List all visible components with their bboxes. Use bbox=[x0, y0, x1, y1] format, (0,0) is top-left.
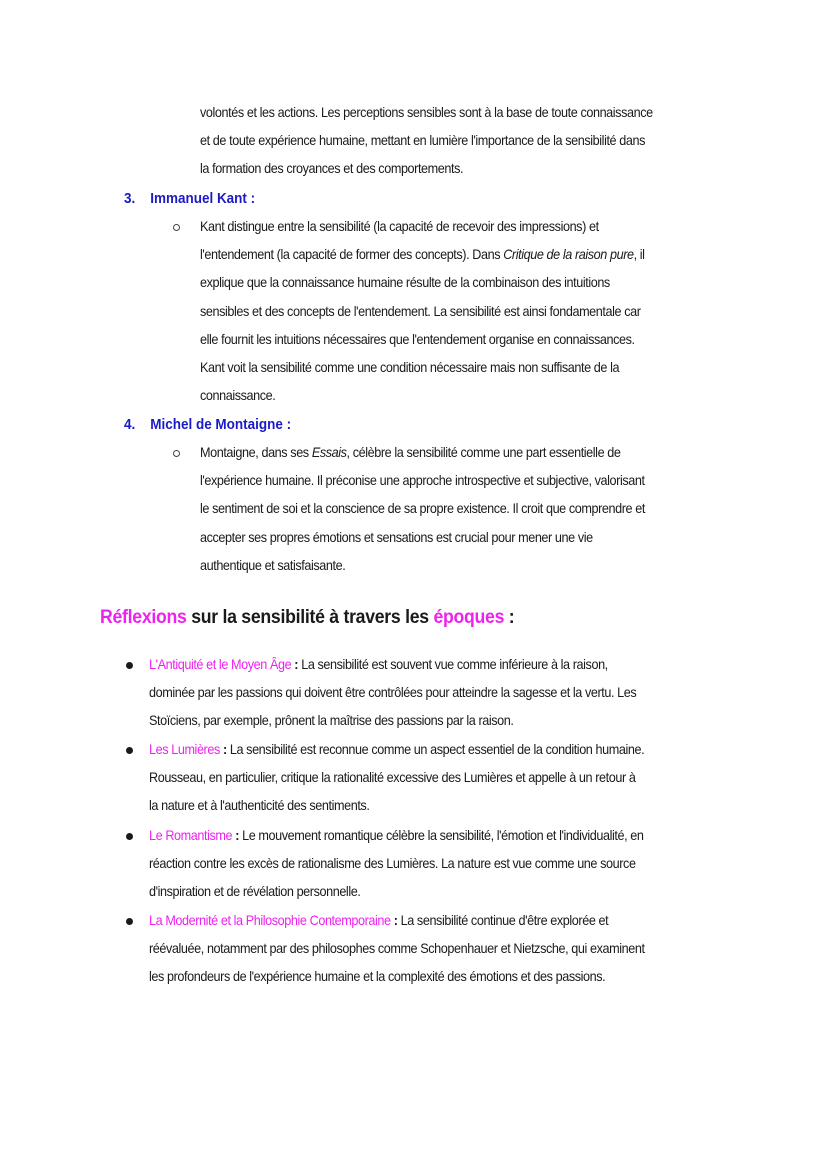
list-item bbox=[149, 822, 744, 907]
text-line: dominée par les passions qui doivent être contrôlées pour atteindre la sagesse et la vertu. Les bbox=[149, 685, 637, 701]
bullet-icon bbox=[126, 918, 133, 925]
text-fragment: La sensibilité est reconnue comme un aspect essentiel de la condition humaine. bbox=[229, 742, 645, 757]
circle-bullet-icon bbox=[173, 450, 180, 457]
text-fragment: , célèbre la sensibilité comme une part essentielle de bbox=[346, 445, 621, 460]
text-line: Stoïciens, par exemple, prônent la maîtrise des passions par la raison. bbox=[149, 713, 514, 729]
title-highlight: Réflexions bbox=[100, 607, 187, 628]
era-term: Le Romantisme bbox=[149, 828, 233, 843]
heading-kant bbox=[124, 185, 255, 213]
circle-bullet-icon bbox=[173, 224, 180, 231]
text-line: réévaluée, notamment par des philosophes comme Schopenhauer et Nietzsche, qui examinent bbox=[149, 941, 645, 957]
bullet-icon bbox=[126, 662, 133, 669]
text-line: la formation des croyances et des comportements. bbox=[200, 161, 464, 177]
text-line bbox=[149, 651, 744, 679]
text-fragment: , il bbox=[633, 247, 645, 263]
text-fragment: Montaigne, dans ses bbox=[200, 445, 312, 460]
text-line bbox=[200, 241, 721, 269]
era-term: La Modernité et la Philosophie Contemporaine bbox=[149, 913, 391, 928]
list-item bbox=[149, 736, 744, 821]
text-line: volontés et les actions. Les perceptions sensibles sont à la base de toute connaissance bbox=[200, 105, 653, 120]
text-line: Kant distingue entre la sensibilité (la capacité de recevoir des impressions) et bbox=[200, 219, 599, 234]
text-line: les profondeurs de l'expérience humaine et la complexité des émotions et des passions. bbox=[149, 969, 606, 985]
text-fragment: La sensibilité continue d'être explorée et bbox=[400, 913, 609, 928]
philosopher-name: Immanuel Kant : bbox=[150, 191, 256, 207]
kant-paragraph bbox=[200, 213, 721, 410]
text-line: Kant voit la sensibilité comme une condition nécessaire mais non suffisante de la bbox=[200, 360, 620, 376]
montaigne-paragraph bbox=[200, 439, 721, 580]
bullet-icon bbox=[126, 833, 133, 840]
title-highlight: époques bbox=[433, 607, 505, 628]
text-line bbox=[200, 439, 721, 467]
intro-paragraph bbox=[200, 99, 721, 184]
text-line: sensibles et des concepts de l'entendement. La sensibilité est ainsi fondamentale car bbox=[200, 303, 641, 319]
bullet-icon bbox=[126, 747, 133, 754]
section-title bbox=[100, 603, 514, 633]
text-line: le sentiment de soi et la conscience de sa propre existence. Il croit que comprendre et bbox=[200, 501, 645, 517]
text-line: l'expérience humaine. Il préconise une approche introspective et subjective, valorisant bbox=[200, 473, 645, 489]
separator: : bbox=[390, 913, 401, 928]
text-line: Rousseau, en particulier, critique la rationalité excessive des Lumières et appelle à un retour à bbox=[149, 770, 636, 786]
text-line: connaissance. bbox=[200, 388, 276, 404]
book-title: Critique de la raison pure bbox=[503, 247, 634, 263]
list-item bbox=[149, 907, 744, 992]
text-line: authentique et satisfaisante. bbox=[200, 557, 346, 573]
list-number: 3. bbox=[124, 191, 136, 207]
text-line: explique que la connaissance humaine résulte de la combinaison des intuitions bbox=[200, 275, 610, 291]
text-line: elle fournit les intuitions nécessaires que l'entendement organise en connaissances. bbox=[200, 331, 635, 347]
text-line bbox=[149, 822, 744, 850]
title-text: sur la sensibilité à travers les bbox=[186, 607, 434, 628]
heading-montaigne bbox=[124, 411, 291, 439]
separator: : bbox=[291, 657, 302, 672]
text-fragment: La sensibilité est souvent vue comme inférieure à la raison, bbox=[301, 657, 608, 672]
list-number: 4. bbox=[124, 417, 136, 433]
text-line bbox=[149, 907, 744, 935]
text-fragment: Le mouvement romantique célèbre la sensibilité, l'émotion et l'individualité, en bbox=[242, 828, 644, 843]
era-term: Les Lumières bbox=[149, 742, 220, 757]
list-item bbox=[149, 651, 744, 736]
text-line: et de toute expérience humaine, mettant en lumière l'importance de la sensibilité dans bbox=[200, 133, 646, 149]
text-line bbox=[149, 736, 744, 764]
separator: : bbox=[219, 742, 230, 757]
text-line: réaction contre les excès de rationalisme des Lumières. La nature est vue comme une source bbox=[149, 856, 636, 872]
era-term: L'Antiquité et le Moyen Âge bbox=[149, 657, 292, 672]
title-text: : bbox=[504, 607, 515, 628]
text-fragment: l'entendement (la capacité de former des concepts). Dans bbox=[200, 247, 504, 263]
text-line: la nature et à l'authenticité des sentiments. bbox=[149, 798, 370, 814]
book-title: Essais bbox=[311, 445, 347, 460]
philosopher-name: Michel de Montaigne : bbox=[150, 417, 292, 433]
text-line: accepter ses propres émotions et sensations est crucial pour mener une vie bbox=[200, 529, 593, 545]
separator: : bbox=[232, 828, 243, 843]
text-line: d'inspiration et de révélation personnelle. bbox=[149, 884, 361, 900]
